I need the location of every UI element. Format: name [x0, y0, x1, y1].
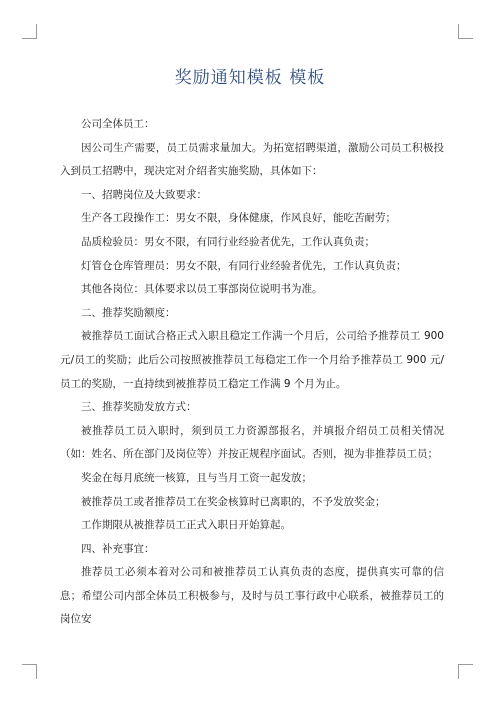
crop-mark-top-left [22, 24, 37, 39]
payment-item: 被推荐员工或者推荐员工在奖金核算时已离职的，不予发放奖金； [81, 495, 386, 508]
crop-mark-bottom-right [458, 664, 473, 679]
section-heading-1: 一、招聘岗位及大致要求： [81, 188, 207, 201]
position-item: 其他各岗位：具体要求以员工事部岗位说明书为准。 [81, 283, 323, 296]
section-heading-3: 三、推荐奖励发放方式： [81, 401, 197, 414]
payment-item: 被推荐员工员入职时，须到员工力资源部报名，并填报介绍员工员相关情况（如：姓名、所在部门及岗位等）并按正规程序面试。否则，视为非推荐员工员； [60, 424, 444, 461]
document-title: 奖励通知模板 模板 [174, 68, 326, 88]
salutation: 公司全体员工： [81, 118, 155, 130]
document-body [60, 113, 444, 632]
position-item: 品质检验员：男女不限，有同行业经验者优先，工作认真负责； [81, 235, 375, 248]
payment-item: 工作期限从被推荐员工正式入职日开始算起。 [81, 519, 291, 532]
section-heading-4: 四、补充事宜： [81, 542, 155, 555]
reward-amount-paragraph: 被推荐员工面试合格正式入职且稳定工作满一个月后，公司给予推荐员工 900 元/员工的奖励；此后公司按照被推荐员工每稳定工作一个月给予推荐员工 900 元/员工的奖励，一直持续到被推荐员工稳定工作满 9 个月为止。 [60, 330, 444, 390]
supplement-paragraph: 推荐员工必须本着对公司和被推荐员工认真负责的态度，提供真实可靠的信息；希望公司内部全体员工积极参与，及时与员工事行政中心联系，被推荐员工的岗位安 [60, 566, 444, 626]
payment-item: 奖金在每月底统一核算，且与当月工资一起发放； [81, 471, 312, 484]
position-item: 生产各工段操作工：男女不限，身体健康，作风良好，能吃苦耐劳； [81, 212, 396, 225]
intro-paragraph: 因公司生产需要，员工员需求量加大。为拓宽招聘渠道，激励公司员工积极投入到员工招聘中，现决定对介绍者实施奖励，具体如下： [60, 141, 444, 178]
section-heading-2: 二、推荐奖励额度： [81, 306, 176, 319]
crop-mark-bottom-left [22, 664, 37, 679]
position-item: 灯管仓仓库管理员：男女不限，有同行业经验者优先，工作认真负责； [81, 259, 407, 272]
crop-mark-top-right [458, 24, 473, 39]
